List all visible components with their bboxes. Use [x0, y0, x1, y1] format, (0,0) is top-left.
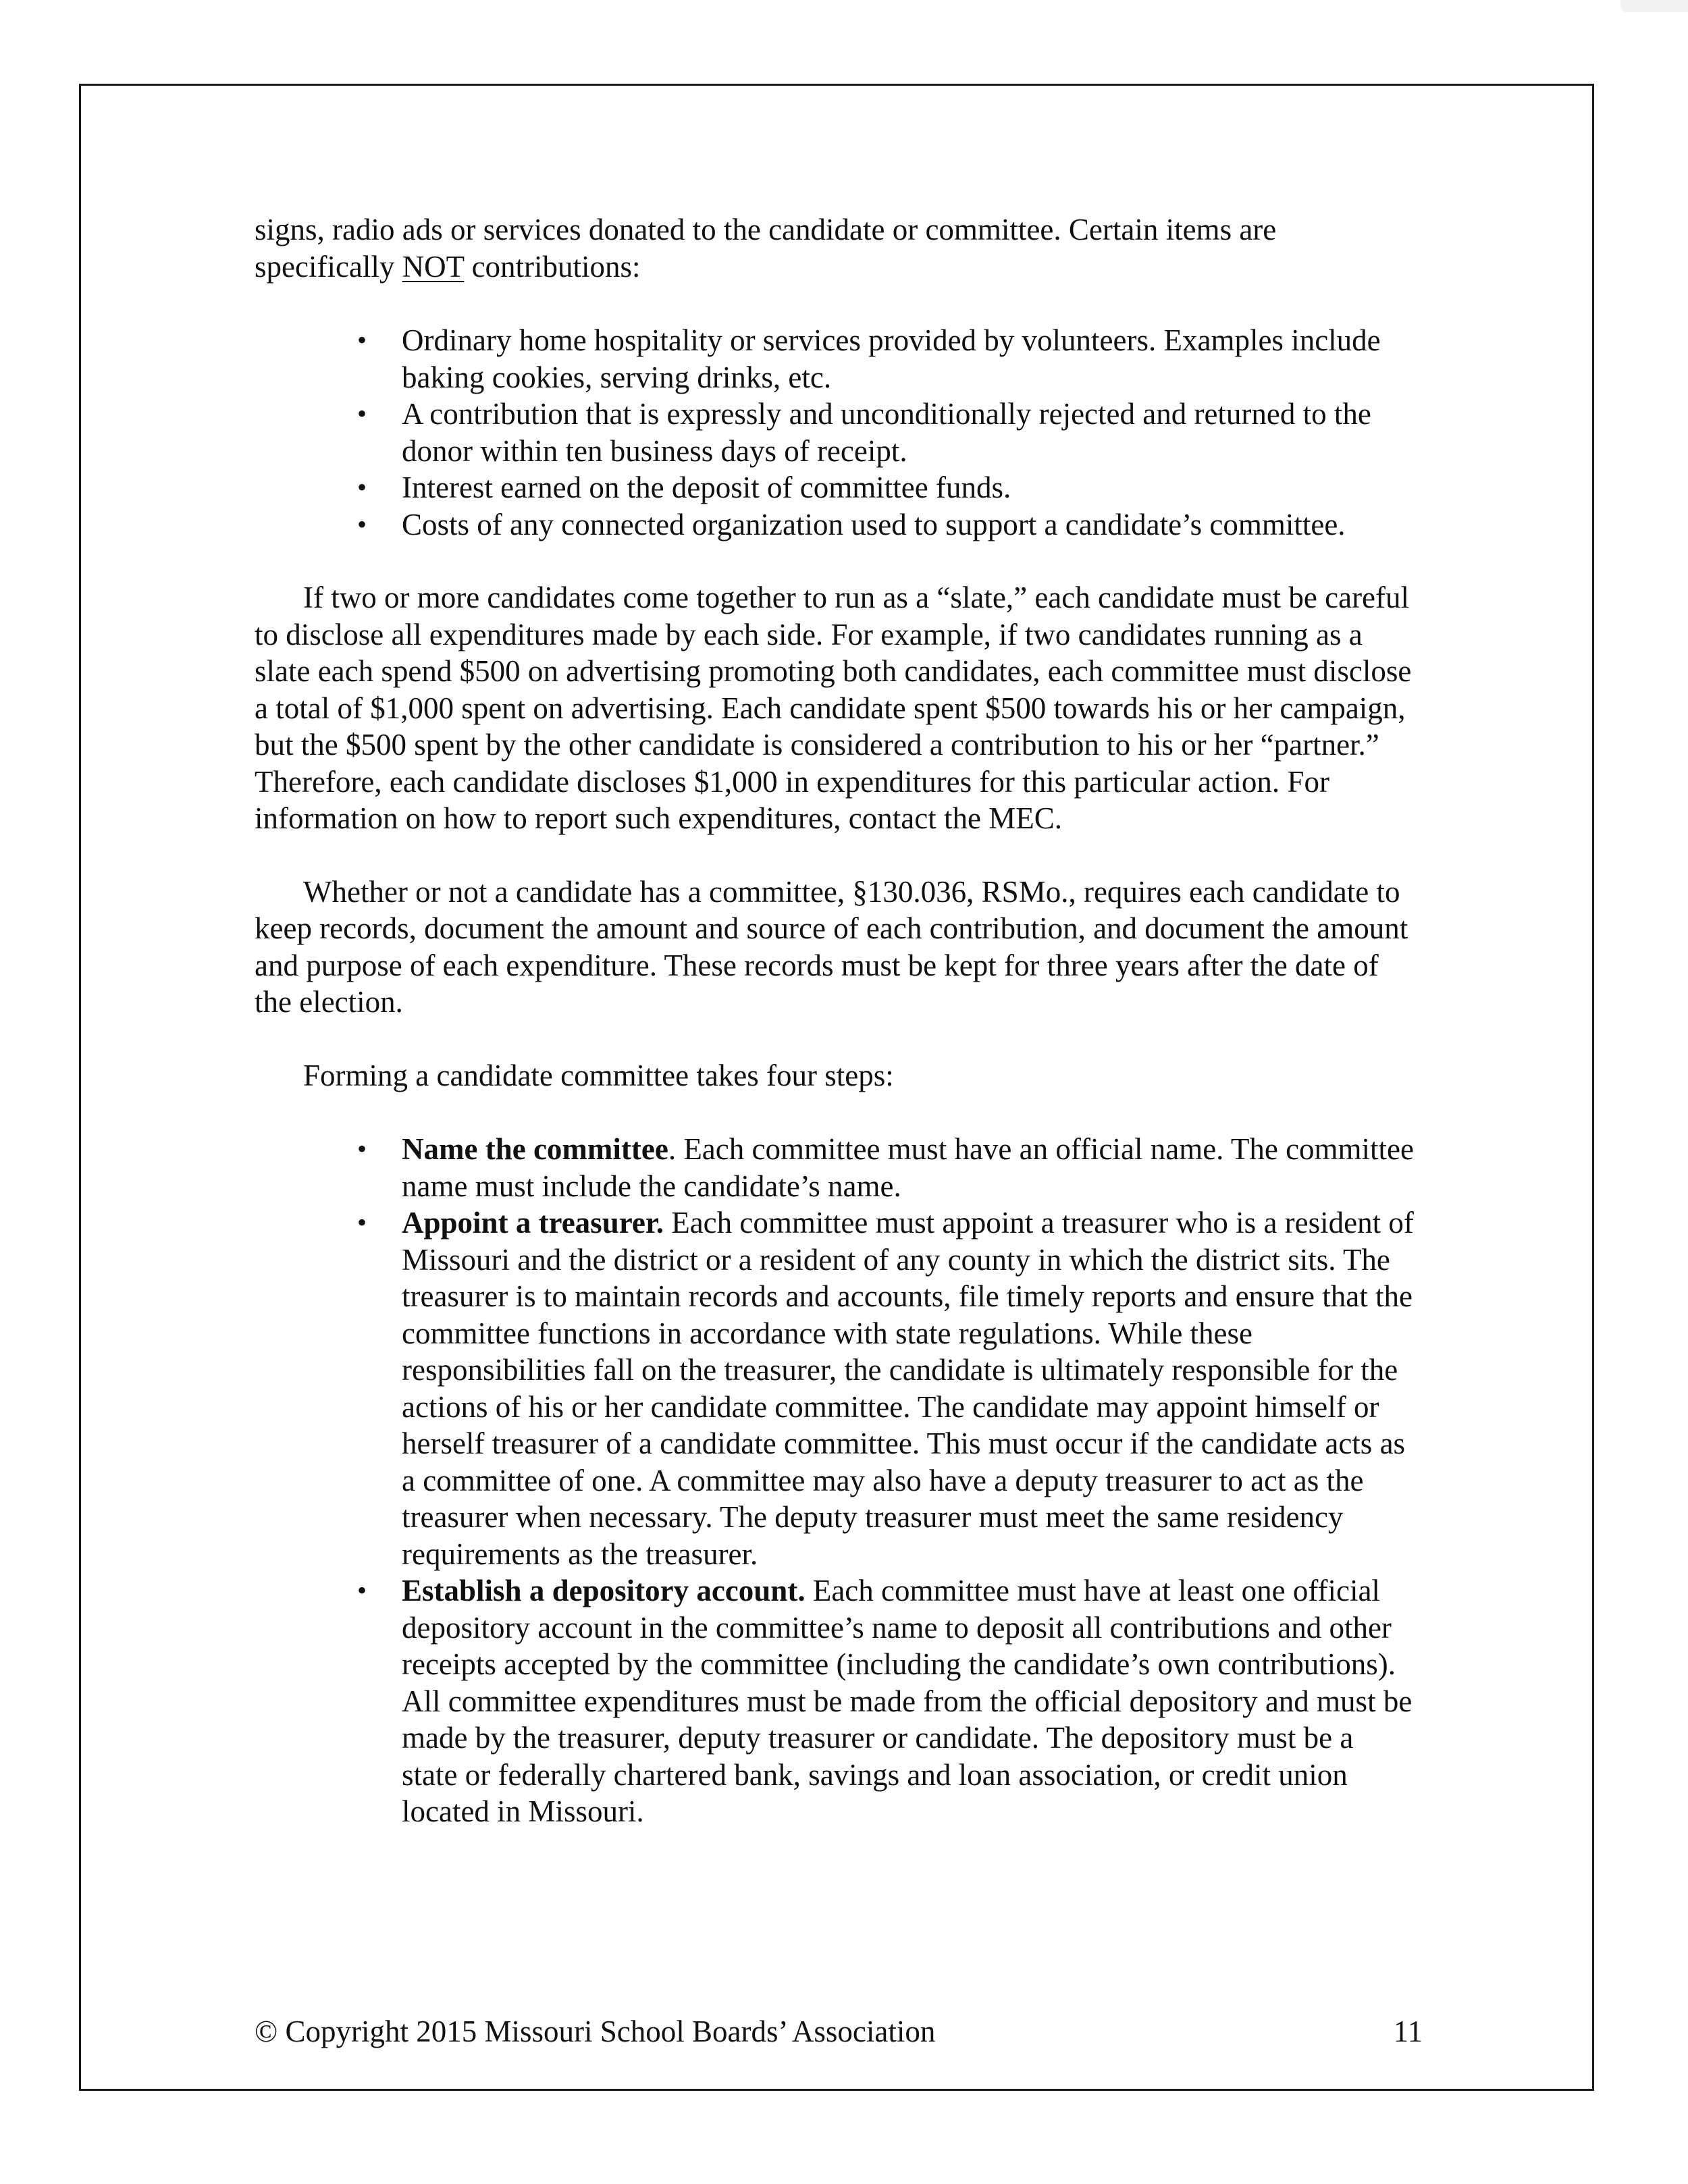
- bullet-icon: •: [357, 398, 367, 429]
- list-item: [357, 506, 1416, 543]
- slate-paragraph: If two or more candidates come together to run as a “slate,” each candidate must be careful to disclose all expenditures made by each side. For example, if two candidates running as a slate each spend $500 on advertising promoting both candidates, each committee must disclose a total of $1,000 spent on advertising. Each candidate spent $500 towards his or her campaign, but the $500 spent by the other candidate is considered a contribution to his or her “partner.” Therefore, each candidate discloses $1,000 in expenditures for this particular action. For information on how to report such expenditures, contact the MEC.: [255, 581, 1412, 835]
- step-text: Each committee must appoint a treasurer who is a resident of Missouri and the district or a resident of any county in which the district sits. The treasurer is to maintain records and accounts, file timely reports and ensure that the committee functions in accordance with state regulations. While these responsibilities fall on the treasurer, the candidate is ultimately responsible for the actions of his or her candidate committee. The candidate may appoint himself or herself treasurer of a candidate committee. This must occur if the candidate acts as a committee of one. A committee may also have a deputy treasurer to act as the treasurer when necessary. The deputy treasurer must meet the same residency requirements as the treasurer.: [402, 1206, 1414, 1571]
- intro-line-2-suffix: contributions:: [464, 249, 641, 284]
- bullet-icon: •: [357, 472, 367, 502]
- list-item-text: Ordinary home hospitality or services provided by volunteers. Examples include baking cookies, serving drinks, etc.: [402, 323, 1381, 394]
- bullet-icon: •: [357, 1575, 367, 1605]
- list-item: [357, 396, 1416, 469]
- list-item: [357, 1572, 1416, 1830]
- bullet-icon: •: [357, 1207, 367, 1237]
- step-title: Establish a depository account.: [402, 1574, 806, 1607]
- step-title: Name the committee: [402, 1132, 668, 1166]
- intro-line-1: signs, radio ads or services donated to the candidate or committee. Certain items are: [255, 213, 1277, 246]
- step-title-punct: .: [668, 1132, 677, 1166]
- list-item-text: Interest earned on the deposit of committee funds.: [402, 471, 1011, 504]
- list-item-text: A contribution that is expressly and unconditionally rejected and returned to the donor within ten business days of receipt.: [402, 397, 1371, 468]
- step-text: Each committee must have an official name. The committee name must include the candidate’s name.: [402, 1132, 1415, 1203]
- list-item: [357, 322, 1416, 396]
- committee-steps-list: [255, 1131, 1416, 1830]
- not-contributions-list: [255, 322, 1416, 543]
- scan-corner-mark: [1620, 0, 1688, 12]
- bullet-icon: •: [357, 1134, 367, 1164]
- step-text: Each committee must have at least one official depository account in the committee’s name to deposit all contributions and other receipts accepted by the committee (including the candidate’s own contributions). All committee expenditures must be made from the official depository and must be made by the treasurer, deputy treasurer or candidate. The depository must be a state or federally chartered bank, savings and loan association, or credit union located in Missouri.: [402, 1574, 1413, 1828]
- list-item: [357, 1204, 1416, 1572]
- bullet-icon: •: [357, 508, 367, 539]
- page-number: 11: [1393, 2015, 1423, 2048]
- copyright-notice: © Copyright 2015 Missouri School Boards’ Association: [255, 2015, 936, 2048]
- records-paragraph: Whether or not a candidate has a committee, §130.036, RSMo., requires each candidate to keep records, document the amount and source of each contribution, and document the amount and purpose of each expenditure. These records must be kept for three years after the date of the election.: [255, 874, 1408, 1019]
- bullet-icon: •: [357, 325, 367, 355]
- list-item-text: Costs of any connected organization used to support a candidate’s committee.: [402, 507, 1346, 541]
- list-item: [357, 1131, 1416, 1204]
- intro-paragraph: [255, 211, 1416, 285]
- intro-not-emphasis: NOT: [402, 249, 465, 284]
- steps-intro-paragraph: Forming a candidate committee takes four steps:: [303, 1058, 894, 1092]
- intro-line-2-prefix: specifically: [255, 249, 402, 284]
- page-content: [255, 211, 1416, 1830]
- step-title: Appoint a treasurer.: [402, 1206, 664, 1240]
- list-item: [357, 469, 1416, 506]
